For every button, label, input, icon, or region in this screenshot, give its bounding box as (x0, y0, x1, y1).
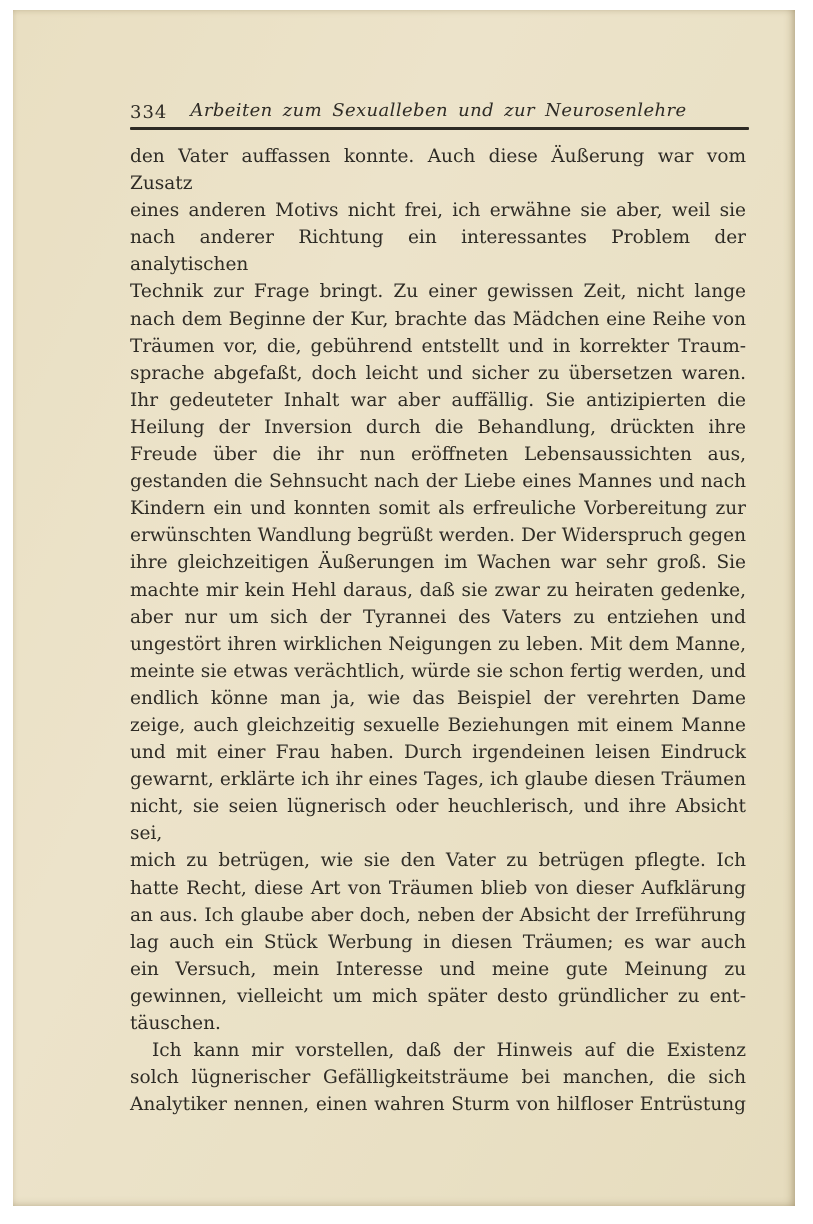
text-line: Technik zur Frage bringt. Zu einer gewissen Zeit, nicht lange (130, 281, 746, 303)
text-line: Kindern ein und konnten somit als erfreuliche Vorbereitung zur (130, 498, 746, 520)
text-line: nach anderer Richtung ein interessantes Problem der analytischen (130, 227, 746, 276)
page-number: 334 (130, 102, 168, 123)
page-header (130, 100, 747, 126)
text-line: eines anderen Motivs nicht frei, ich erwähne sie aber, weil sie (130, 200, 746, 222)
text-line: Freude über die ihr nun eröffneten Lebensaussichten aus, (130, 444, 746, 466)
text-line: täuschen. (130, 1013, 221, 1034)
header-rule (130, 127, 749, 130)
book-page-paper (13, 10, 795, 1206)
text-line: nicht, sie seien lügnerisch oder heuchlerisch, und ihre Absicht sei, (130, 796, 746, 845)
text-line: Ich kann mir vorstellen, daß der Hinweis auf die Existenz (152, 1040, 746, 1062)
page-body-text (130, 143, 746, 1118)
text-line: erwünschten Wandlung begrüßt werden. Der Widerspruch gegen (130, 525, 746, 547)
text-line: den Vater auffassen konnte. Auch diese Äußerung war vom Zusatz (130, 146, 746, 195)
text-line: sprache abgefaßt, doch leicht und sicher zu übersetzen waren. (130, 362, 746, 384)
text-line: mich zu betrügen, wie sie den Vater zu betrügen pflegte. Ich (130, 850, 746, 872)
text-line: Heilung der Inversion durch die Behandlung, drückten ihre (130, 416, 746, 438)
text-line: ein Versuch, mein Interesse und meine gute Meinung zu (130, 958, 746, 980)
text-line: gewarnt, erklärte ich ihr eines Tages, ich glaube diesen Träumen (130, 769, 746, 791)
text-line: zeige, auch gleichzeitig sexuelle Beziehungen mit einem Manne (130, 714, 746, 736)
text-line: ihre gleichzeitigen Äußerungen im Wachen war sehr groß. Sie (130, 552, 746, 574)
text-line: Träumen vor, die, gebührend entstellt und in korrekter Traum- (130, 335, 746, 357)
text-line: gestanden die Sehnsucht nach der Liebe eines Mannes und nach (130, 471, 746, 493)
text-line: aber nur um sich der Tyrannei des Vaters zu entziehen und (130, 606, 746, 628)
text-line: an aus. Ich glaube aber doch, neben der Absicht der Irreführung (130, 904, 746, 926)
text-line: Ihr gedeuteter Inhalt war aber auffällig. Sie antizipierten die (130, 389, 746, 411)
text-line: und mit einer Frau haben. Durch irgendeinen leisen Eindruck (130, 742, 746, 764)
text-line: endlich könne man ja, wie das Beispiel der verehrten Dame (130, 687, 746, 709)
text-line: solch lügnerischer Gefälligkeitsträume bei manchen, die sich (130, 1067, 746, 1089)
text-line: hatte Recht, diese Art von Träumen blieb von dieser Aufklärung (130, 877, 746, 899)
text-line: meinte sie etwas verächtlich, würde sie schon fertig werden, und (130, 660, 746, 682)
running-title: Arbeiten zum Sexualleben und zur Neurosenlehre (190, 100, 687, 121)
text-line: ungestört ihren wirklichen Neigungen zu leben. Mit dem Manne, (130, 633, 746, 655)
text-line: lag auch ein Stück Werbung in diesen Träumen; es war auch (130, 931, 746, 953)
text-line: machte mir kein Hehl daraus, daß sie zwar zu heiraten gedenke, (130, 579, 746, 601)
text-line: Analytiker nennen, einen wahren Sturm von hilfloser Entrüstung (130, 1094, 746, 1116)
text-line: gewinnen, vielleicht um mich später desto gründlicher zu ent- (130, 985, 746, 1007)
text-line: nach dem Beginne der Kur, brachte das Mädchen eine Reihe von (130, 308, 746, 330)
